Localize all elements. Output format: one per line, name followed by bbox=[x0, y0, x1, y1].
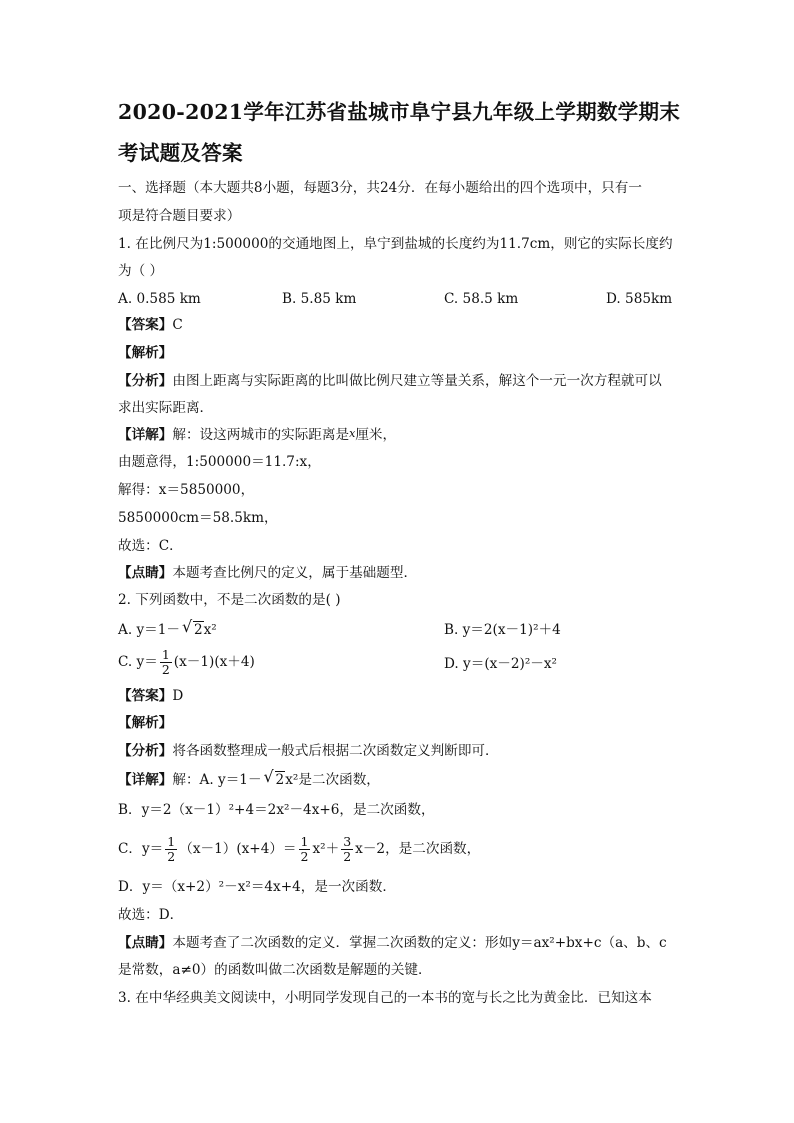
dianjing-tag: 【点睛】 bbox=[118, 935, 173, 951]
numerator: 1 bbox=[161, 647, 170, 662]
xiangjie-c-pre: C．y＝ bbox=[118, 841, 164, 857]
q2-analysis-tag: 【解析】 bbox=[118, 715, 173, 731]
q2-fenxi bbox=[118, 740, 499, 762]
q1-option-a: A. 0.585 km bbox=[118, 291, 201, 307]
q1-dianjing bbox=[118, 562, 417, 584]
q2-answer bbox=[118, 685, 183, 707]
xiangjie-c-mid: （x－1）(x+4）＝ bbox=[179, 841, 297, 857]
radicand: 2 bbox=[275, 772, 285, 788]
dianjing-text: 本题考查比例尺的定义，属于基础题型． bbox=[172, 565, 418, 581]
fenxi-text: 由图上距离与实际距离的比叫做比例尺建立等量关系，解这个一元一次方程就可以 bbox=[172, 373, 662, 389]
fraction bbox=[299, 835, 311, 864]
answer-tag: 【答案】 bbox=[118, 317, 173, 333]
q2-xiangjie-c bbox=[118, 835, 480, 864]
q1-choose: 故选：C． bbox=[118, 538, 183, 554]
variable-x: x bbox=[349, 427, 356, 440]
xiangjie-a-post: x²是二次函数， bbox=[285, 772, 380, 788]
q2-option-d: D. y＝(x－2)²－x² bbox=[444, 656, 558, 672]
fraction bbox=[341, 835, 353, 864]
xiangjie-tag: 【详解】 bbox=[118, 772, 173, 788]
q1-answer bbox=[118, 314, 183, 336]
q1-xiangjie-3: 解得：x＝5850000， bbox=[118, 482, 255, 498]
q2-option-c bbox=[118, 648, 255, 677]
q3-stem: 3. 在中华经典美文阅读中，小明同学发现自己的一本书的宽与长之比为黄金比．已知这本 bbox=[118, 990, 652, 1006]
q1-xiangjie-2: 由题意得，1:500000＝11.7:x， bbox=[118, 454, 321, 470]
q2-xiangjie-b: B．y＝2（x－1）²+4＝2x²－4x+6，是二次函数， bbox=[118, 802, 435, 818]
q1-fenxi bbox=[118, 370, 662, 392]
q1-option-b: B. 5.85 km bbox=[282, 291, 357, 307]
q1-option-d: D. 585km bbox=[606, 291, 673, 307]
q2-option-a-pre: A. y＝1－ bbox=[118, 622, 180, 638]
answer-value: C bbox=[172, 317, 183, 333]
radicand: 2 bbox=[193, 622, 203, 638]
document-title-line1: 2020-2021学年江苏省盐城市阜宁县九年级上学期数学期末 bbox=[118, 100, 681, 124]
sqrt-symbol: √ 2 bbox=[181, 617, 203, 638]
xiangjie-c-post: x－2，是二次函数， bbox=[355, 841, 481, 857]
q2-xiangjie-d: D．y＝（x+2）²－x²＝4x+4，是一次函数． bbox=[118, 879, 396, 895]
q2-option-a bbox=[118, 619, 217, 641]
q1-analysis-tag: 【解析】 bbox=[118, 345, 173, 361]
q2-dianjing bbox=[118, 932, 667, 954]
xiangjie-text-end: 厘米， bbox=[355, 427, 397, 443]
q2-option-c-pre: C. y＝ bbox=[118, 654, 158, 670]
q2-dianjing-cont: 是常数，a≠0）的函数叫做二次函数是解题的关键． bbox=[118, 962, 432, 978]
fenxi-tag: 【分析】 bbox=[118, 743, 173, 759]
q1-xiangjie-1 bbox=[118, 423, 396, 446]
sqrt-symbol: √ 2 bbox=[263, 767, 285, 788]
q1-stem: 1. 在比例尺为1:500000的交通地图上，阜宁到盐城的长度约为11.7cm，则它的实际长度约 bbox=[118, 236, 673, 252]
xiangjie-tag: 【详解】 bbox=[118, 427, 173, 443]
xiangjie-a-pre: 解：A. y＝1－ bbox=[172, 772, 262, 788]
section-heading: 一、选择题（本大题共8小题，每题3分，共24分．在每小题给出的四个选项中，只有一 bbox=[118, 180, 642, 196]
q1-fenxi-cont: 求出实际距离． bbox=[118, 400, 214, 416]
denominator: 2 bbox=[161, 662, 170, 677]
xiangjie-c-mid2: x²＋ bbox=[312, 841, 340, 857]
denominator: 2 bbox=[343, 849, 352, 864]
fraction bbox=[165, 835, 177, 864]
numerator: 3 bbox=[343, 834, 352, 849]
q2-stem: 2. 下列函数中，不是二次函数的是( ) bbox=[118, 592, 341, 608]
denominator: 2 bbox=[300, 849, 309, 864]
q2-xiangjie-a bbox=[118, 769, 380, 791]
answer-value: D bbox=[172, 688, 184, 704]
fenxi-text: 将各函数整理成一般式后根据二次函数定义判断即可． bbox=[172, 743, 499, 759]
q2-choose: 故选：D． bbox=[118, 907, 184, 923]
q1-stem-cont: 为（ ） bbox=[118, 263, 164, 279]
xiangjie-text: 解：设这两城市的实际距离是 bbox=[172, 427, 350, 443]
q1-xiangjie-4: 5850000cm＝58.5km， bbox=[118, 510, 278, 526]
fraction bbox=[160, 648, 172, 677]
section-heading-cont: 项是符合题目要求） bbox=[118, 208, 241, 224]
q2-option-b: B. y＝2(x－1)²＋4 bbox=[444, 622, 561, 638]
q2-option-a-post: x² bbox=[203, 622, 217, 638]
dianjing-tag: 【点睛】 bbox=[118, 565, 173, 581]
numerator: 1 bbox=[167, 834, 176, 849]
denominator: 2 bbox=[167, 849, 176, 864]
fenxi-tag: 【分析】 bbox=[118, 373, 173, 389]
q1-option-c: C. 58.5 km bbox=[444, 291, 519, 307]
q2-option-c-post: (x－1)(x＋4) bbox=[173, 654, 255, 670]
dianjing-text: 本题考查了二次函数的定义．掌握二次函数的定义：形如y＝ax²+bx+c（a、b、c bbox=[172, 935, 667, 951]
answer-tag: 【答案】 bbox=[118, 688, 173, 704]
document-title-line2: 考试题及答案 bbox=[118, 141, 243, 165]
numerator: 1 bbox=[300, 834, 309, 849]
